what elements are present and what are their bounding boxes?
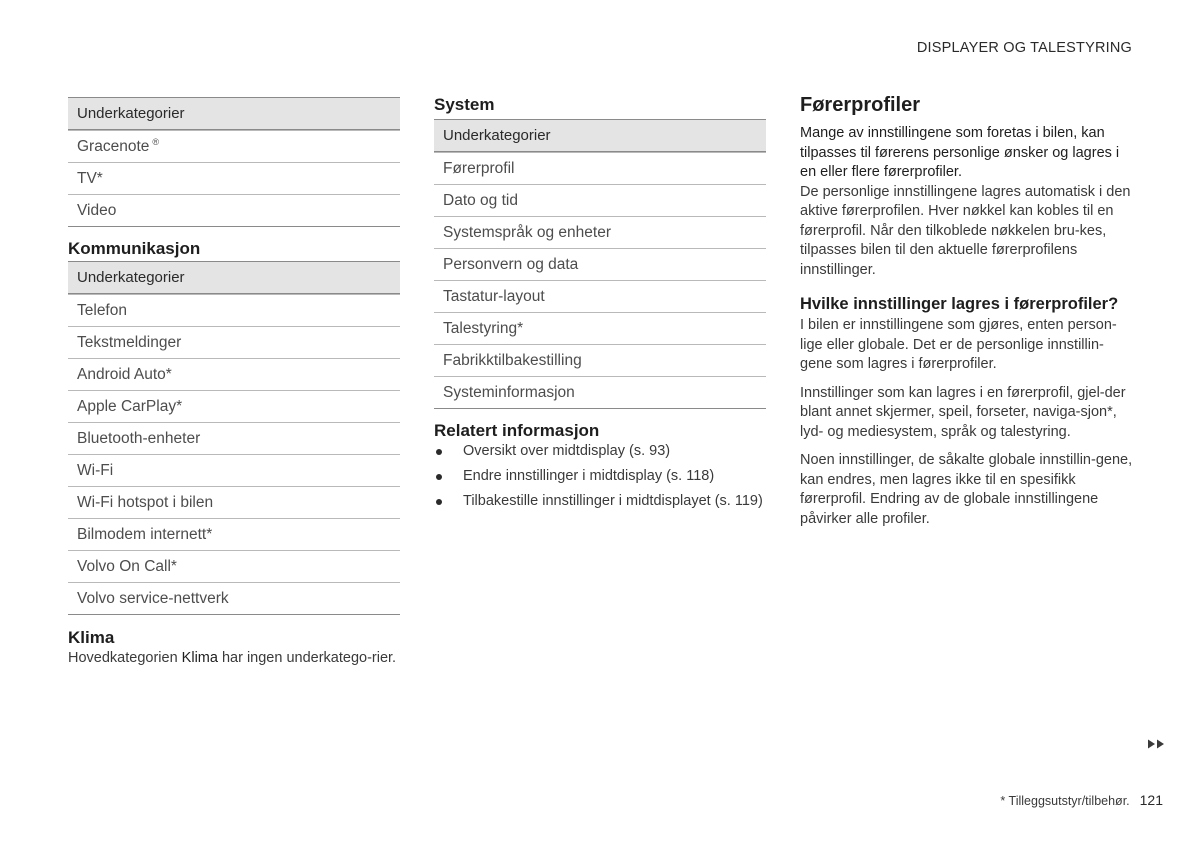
footer <box>1000 792 1163 808</box>
table-row: Wi-Fi hotspot i bilen <box>68 486 400 518</box>
bullet-icon <box>436 449 442 455</box>
system-subcategory-table <box>434 119 766 409</box>
table-row: Bluetooth-enheter <box>68 422 400 454</box>
table-row: Volvo service-nettverk <box>68 582 400 614</box>
running-head: DISPLAYER OG TALESTYRING <box>916 40 1132 56</box>
table-row: Førerprofil <box>434 152 766 184</box>
klima-text-before: Hovedkategorien <box>68 650 182 666</box>
double-triangle-right-icon <box>1148 737 1166 755</box>
section-title-related: Relatert informasjon <box>434 421 600 440</box>
section-title-klima: Klima <box>68 628 115 647</box>
table-row: Tastatur-layout <box>434 280 766 312</box>
related-link[interactable] <box>434 442 766 462</box>
table-row: Tekstmeldinger <box>68 326 400 358</box>
column-left <box>68 97 400 669</box>
klima-text <box>68 649 400 669</box>
paragraph: Noen innstillinger, de såkalte globale innstillin-gene, kan endres, men lagres ikke til en spesifikk førerprofil. Endring av de globale innstillingene påvirker alle profiler. <box>800 452 1133 527</box>
sub-heading: Hvilke innstillinger lagres i førerprofiler? <box>800 295 1119 313</box>
table-row: Telefon <box>68 294 400 326</box>
klima-bold: Klima <box>181 650 218 666</box>
related-link-text: Oversikt over midtdisplay (s. 93) <box>463 443 671 459</box>
paragraph: I bilen er innstillingene som gjøres, enten person-lige eller globale. Det er de personlige innstillin-gene som lagres i førerprofiler. <box>800 317 1117 372</box>
related-link[interactable] <box>434 467 766 487</box>
bullet-icon <box>436 474 442 480</box>
table-row: Volvo On Call* <box>68 550 400 582</box>
table-row: Bilmodem internett* <box>68 518 400 550</box>
related-link-text: Tilbakestille innstillinger i midtdisplayet (s. 119) <box>463 493 763 509</box>
table-row: Fabrikktilbakestilling <box>434 344 766 376</box>
table-row: TV* <box>68 162 400 194</box>
section-title-system: System <box>434 95 495 114</box>
column-right <box>800 93 1133 538</box>
row-label: Gracenote <box>77 138 150 155</box>
table-header: Underkategorier <box>434 119 766 152</box>
media-subcategory-table <box>68 97 400 227</box>
table-row: Wi-Fi <box>68 454 400 486</box>
table-row: Dato og tid <box>434 184 766 216</box>
table-row: Systeminformasjon <box>434 376 766 408</box>
page-number: 121 <box>1139 792 1163 808</box>
related-links-list <box>434 442 766 512</box>
klima-text-after: har ingen underkatego-rier. <box>217 650 397 666</box>
related-link-text: Endre innstillinger i midtdisplay (s. 118) <box>463 468 715 484</box>
column-middle <box>434 94 766 517</box>
table-header: Underkategorier <box>68 97 400 130</box>
paragraph: De personlige innstillingene lagres automatisk i den aktive førerprofilen. Hver nøkkel kan kobles til en førerprofil. Når den tilkoblede nøkkelen bru-kes, tilpasses bilen til den aktuelle førerprofilens innstillinger. <box>800 183 1131 278</box>
section-title-kommunikasjon: Kommunikasjon <box>68 239 201 258</box>
table-row: Systemspråk og enheter <box>434 216 766 248</box>
kommunikasjon-subcategory-table <box>68 261 400 615</box>
paragraph: Innstillinger som kan lagres i en førerprofil, gjel-der blant annet skjermer, speil, forseter, naviga-sjon*, lyd- og mediesystem, språk og talestyring. <box>800 384 1126 440</box>
table-row: Apple CarPlay* <box>68 390 400 422</box>
table-row <box>68 130 400 162</box>
main-heading: Førerprofiler <box>800 94 921 116</box>
footnote: * Tilleggsutstyr/tilbehør. <box>1000 794 1130 808</box>
lead-paragraph: Mange av innstillingene som foretas i bilen, kan tilpasses til førerens personlige ønsker og lagres i en eller flere førerprofiler. <box>800 125 1120 180</box>
related-link[interactable] <box>434 492 766 512</box>
bullet-icon <box>436 499 442 505</box>
table-row: Personvern og data <box>434 248 766 280</box>
table-header: Underkategorier <box>68 261 400 294</box>
table-row: Talestyring* <box>434 312 766 344</box>
registered-mark: ® <box>152 137 160 147</box>
table-row: Android Auto* <box>68 358 400 390</box>
table-row: Video <box>68 194 400 226</box>
